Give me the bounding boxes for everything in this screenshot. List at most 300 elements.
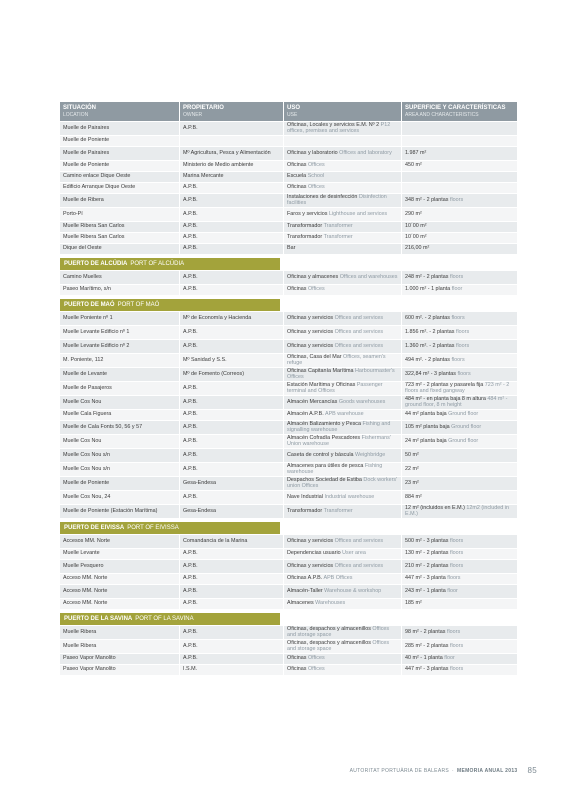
cell-location-text: Muelle de Ribera [63, 196, 104, 203]
cell-owner-text: A.P.B. [183, 550, 198, 557]
cell-owner [180, 285, 284, 295]
table-row [60, 122, 517, 136]
cell-location [60, 449, 180, 462]
cell-use [284, 599, 402, 609]
cell-location [60, 354, 180, 367]
cell-location-text: Muelle Ribera [63, 628, 97, 635]
cell-area-text: 10´00 m² [405, 223, 427, 230]
cell-use-text: Instalaciones de desinfección [287, 193, 358, 200]
cell-location-text: Muelle de Levante [63, 370, 108, 377]
cell-owner [180, 368, 284, 381]
cell-owner [180, 172, 284, 182]
cell-use [284, 368, 402, 381]
cell-area-en: floor [444, 655, 455, 662]
cell-area [402, 549, 517, 559]
table-row [60, 421, 517, 435]
cell-owner [180, 421, 284, 434]
cell-owner-text: A.P.B. [183, 223, 198, 230]
cell-use-text: Oficinas, Locales y servicios E.M. Nº 2 [287, 121, 380, 128]
section-title: PUERTO DE MAÓ [64, 302, 115, 308]
cell-use-text: Nave Industrial [287, 493, 323, 500]
cell-location [60, 549, 180, 559]
cell-location [60, 421, 180, 434]
cell-area-en: Ground floor [448, 437, 479, 444]
cell-area-text: 1.360 m². - 2 plantas [405, 342, 455, 349]
cell-use-en: Offices [307, 162, 325, 169]
cell-location [60, 599, 180, 609]
cell-area [402, 244, 517, 254]
cell-location [60, 585, 180, 598]
cell-location [60, 147, 180, 160]
table-row [60, 505, 517, 519]
cell-use-en: Offices and services [334, 314, 384, 321]
table-row [60, 312, 517, 326]
cell-location-text: Dique del Oeste [63, 245, 102, 252]
table-row [60, 340, 517, 354]
table-row [60, 183, 517, 194]
cell-use-en: Fishermans' Union warehouse [287, 434, 391, 447]
cell-area [402, 233, 517, 243]
section-title-en: PORT OF MAÓ [117, 302, 160, 308]
section-header [60, 613, 280, 625]
table-row [60, 147, 517, 161]
cell-location [60, 463, 180, 476]
cell-location-text: Muelle de Pasajeros [63, 384, 112, 391]
cell-owner [180, 491, 284, 504]
table-row [60, 574, 517, 585]
cell-use-text: Oficinas, Casa del Mar [287, 353, 342, 360]
cell-area [402, 435, 517, 448]
table-row [60, 410, 517, 421]
cell-use-text: Almacenes [287, 600, 314, 607]
cell-location-text: Muelle Levante Edificio nº 1 [63, 328, 130, 335]
table-row [60, 233, 517, 244]
cell-use [284, 312, 402, 325]
cell-area-text: 44 m² planta baja [405, 411, 447, 418]
cell-location-text: Muelle de Pairaires [63, 124, 110, 131]
table-row [60, 161, 517, 172]
cell-location-text: Muelle de Pairaires [63, 149, 110, 156]
table-row [60, 208, 517, 222]
cell-area [402, 477, 517, 490]
cell-area [402, 354, 517, 367]
cell-location [60, 396, 180, 409]
cell-location [60, 161, 180, 171]
section-title: PUERTO DE EIVISSA [64, 525, 125, 531]
cell-area-text: 450 m² [405, 162, 422, 169]
cell-location-text: Muelle de Poniente [63, 479, 110, 486]
cell-area-text: 40 m² - 1 planta [405, 655, 443, 662]
cell-location [60, 233, 180, 243]
cell-area-en: floors [457, 370, 471, 377]
table-row [60, 136, 517, 147]
table-row [60, 549, 517, 560]
cell-use [284, 382, 402, 395]
cell-use [284, 574, 402, 584]
cell-owner-text: A.P.B. [183, 196, 198, 203]
cell-location [60, 491, 180, 504]
cell-area-en: floors [449, 537, 464, 544]
cell-owner-text: A.P.B. [183, 587, 198, 594]
cell-use-text: Caseta de control y báscula [287, 451, 354, 458]
cell-area-text: 22 m² [405, 465, 419, 472]
cell-use [284, 505, 402, 518]
cell-owner [180, 340, 284, 353]
cell-location [60, 122, 180, 135]
cell-use-text: Oficinas y laboratorio [287, 149, 338, 156]
cell-use-text: Oficinas [287, 666, 307, 673]
cell-location-text: Acceso MM. Norte [63, 587, 108, 594]
cell-owner [180, 208, 284, 221]
cell-use [284, 244, 402, 254]
cell-owner [180, 585, 284, 598]
table-body [60, 122, 517, 676]
cell-use-en: Warehouse & workshop [324, 587, 382, 594]
table-row [60, 654, 517, 665]
cell-area [402, 491, 517, 504]
section-title-en: PORT OF ALCÚDIA [130, 261, 185, 267]
cell-use-text: Transformador [287, 223, 323, 230]
cell-use [284, 326, 402, 339]
cell-owner [180, 626, 284, 639]
cell-area-text: 447 m² - 3 plantas [405, 666, 449, 673]
table-row [60, 585, 517, 599]
cell-area [402, 410, 517, 420]
cell-owner [180, 312, 284, 325]
cell-location-text: M. Poniente, 112 [63, 356, 104, 363]
cell-use-text: Oficinas A.P.B. [287, 575, 323, 582]
cell-owner-text: Mº de Fomento (Correos) [183, 370, 244, 377]
cell-owner-text: A.P.B. [183, 273, 198, 280]
table-row [60, 665, 517, 676]
cell-use-text: Bar [287, 245, 296, 252]
cell-owner [180, 574, 284, 584]
cell-area-en: Ground floor [448, 411, 479, 418]
cell-area [402, 535, 517, 548]
cell-use-text: Faros y servicios [287, 210, 328, 217]
table-row [60, 354, 517, 368]
cell-location [60, 654, 180, 664]
cell-area [402, 463, 517, 476]
cell-area [402, 122, 517, 135]
cell-area-en: floors [455, 328, 470, 335]
cell-area-en: floors [451, 314, 465, 321]
cell-owner [180, 122, 284, 135]
cell-area [402, 396, 517, 409]
cell-owner-text: Comandancia de la Marina [183, 537, 248, 544]
cell-location [60, 505, 180, 518]
cell-use-text: Oficinas y servicios [287, 537, 334, 544]
cell-area [402, 312, 517, 325]
cell-area-en: floors [449, 666, 464, 673]
cell-area [402, 183, 517, 193]
cell-owner [180, 354, 284, 367]
cell-location-text: Camino enlace Dique Oeste [63, 173, 131, 180]
cell-owner-text: A.P.B. [183, 575, 198, 582]
cell-use-text: Escuela [287, 173, 307, 180]
cell-location-text: Muelle de Cala Fonts 50, 56 y 57 [63, 423, 143, 430]
cell-use-en: Offices and storage space [287, 625, 390, 638]
cell-use-en: Offices [307, 184, 325, 191]
cell-area-text: 23 m² [405, 479, 419, 486]
cell-area-en: floors [451, 356, 465, 363]
cell-use [284, 421, 402, 434]
section-title: PUERTO DE LA SAVINA [64, 616, 133, 622]
cell-location [60, 183, 180, 193]
cell-location [60, 222, 180, 232]
cell-owner [180, 161, 284, 171]
cell-location-text: Muelle de Poniente [63, 137, 110, 144]
cell-location [60, 244, 180, 254]
cell-owner-text: A.P.B. [183, 124, 198, 131]
cell-use [284, 626, 402, 639]
cell-use-en: Offices and services [334, 328, 384, 335]
cell-location-text: Porto-Pí [63, 210, 83, 217]
cell-area-text: 285 m² - 2 plantas [405, 642, 449, 649]
cell-owner [180, 665, 284, 675]
cell-use-en: Offices and services [334, 537, 384, 544]
table-row [60, 535, 517, 549]
cell-use [284, 233, 402, 243]
cell-location [60, 435, 180, 448]
cell-use-text: Almacenes para útiles de pesca [287, 462, 364, 469]
cell-owner-text: A.P.B. [183, 465, 198, 472]
cell-use [284, 585, 402, 598]
cell-owner-text: Mº Sanidad y S.S. [183, 356, 227, 363]
table-row [60, 222, 517, 233]
cell-location [60, 626, 180, 639]
cell-owner [180, 477, 284, 490]
cell-area-text: 50 m² [405, 451, 419, 458]
table-row [60, 285, 517, 296]
cell-use-en: Lighthouse and services [328, 210, 388, 217]
cell-area-en: floors [449, 196, 464, 203]
cell-area [402, 665, 517, 675]
cell-location-text: Paseo Marítimo, s/n [63, 286, 111, 293]
table-row [60, 491, 517, 505]
section-header [60, 299, 280, 311]
cell-area [402, 368, 517, 381]
cell-area [402, 599, 517, 609]
cell-use-en: Transformer [323, 507, 353, 514]
cell-area [402, 585, 517, 598]
cell-location [60, 312, 180, 325]
cell-owner-text: A.P.B. [183, 342, 198, 349]
cell-area [402, 172, 517, 182]
cell-use [284, 208, 402, 221]
cell-use-en: P12 offices, premises and services [287, 121, 391, 134]
cell-location [60, 271, 180, 284]
cell-use [284, 549, 402, 559]
cell-use-en: Transformer [323, 223, 353, 230]
table-row [60, 640, 517, 654]
cell-location-text: Muelle Cala Figuera [63, 411, 112, 418]
cell-owner [180, 449, 284, 462]
cell-use-text: Almacén A.P.B. [287, 411, 324, 418]
cell-location-text: Paseo Vapor Manolito [63, 655, 116, 662]
cell-location-text: Muelle Cos Nou [63, 398, 102, 405]
cell-area [402, 654, 517, 664]
header-use: USO USE [284, 102, 402, 121]
cell-use-text: Oficinas y servicios [287, 314, 334, 321]
cell-use [284, 161, 402, 171]
cell-use-en: User area [342, 550, 366, 557]
table-row [60, 271, 517, 285]
cell-area-en: floors [449, 550, 464, 557]
cell-use-en: Warehouses [315, 600, 346, 607]
cell-owner-text: A.P.B. [183, 411, 198, 418]
cell-use-en: Weighbridge [355, 451, 386, 458]
cell-area-en: 12m2 (included in E.M.) [405, 504, 509, 517]
cell-owner-text: Ministerio de Medio ambiente [183, 162, 254, 169]
cell-use-en: Offices and warehouses [339, 273, 398, 280]
cell-location-text: Muelle Cos Nou s/n [63, 465, 111, 472]
cell-use [284, 222, 402, 232]
cell-area [402, 161, 517, 171]
cell-area-text: 248 m² - 2 plantas [405, 273, 449, 280]
cell-owner [180, 435, 284, 448]
cell-location-text: Muelle Ribera San Carlos [63, 234, 125, 241]
cell-use-text: Oficinas y almacenes [287, 273, 339, 280]
cell-owner-text: A.P.B. [183, 628, 198, 635]
cell-location [60, 136, 180, 146]
cell-area-text: 348 m² - 2 plantas [405, 196, 449, 203]
cell-use-text: Oficinas, despachos y almacenillos [287, 639, 371, 646]
cell-use [284, 640, 402, 653]
cell-area-en: floor [447, 587, 458, 594]
cell-use [284, 396, 402, 409]
cell-location-text: Muelle de Poniente [63, 162, 110, 169]
cell-location-text: Muelle Ribera [63, 642, 97, 649]
cell-owner-text: A.P.B. [183, 184, 198, 191]
cell-area [402, 421, 517, 434]
cell-area-text: 600 m². - 2 plantas [405, 314, 450, 321]
cell-owner [180, 136, 284, 146]
cell-use-text: Oficinas, despachos y almacenillos [287, 625, 371, 632]
page-number: 85 [527, 766, 537, 775]
table-row [60, 368, 517, 382]
table-row [60, 599, 517, 610]
cell-area-text: 210 m² - 2 plantas [405, 562, 449, 569]
cell-owner-text: A.P.B. [183, 286, 198, 293]
cell-owner-text: Gesa-Endesa [183, 507, 216, 514]
footer-sep: · [452, 767, 454, 774]
cell-use-text: Transformador [287, 507, 323, 514]
cell-area-en: floors [446, 628, 461, 635]
header-location: SITUACIÓN LOCATION [60, 102, 180, 121]
cell-area-text: 494 m². - 2 plantas [405, 356, 450, 363]
cell-owner [180, 599, 284, 609]
cell-location-text: Paseo Vapor Manolito [63, 666, 116, 673]
cell-location-text: Muelle Poniente nº 1 [63, 314, 113, 321]
cell-use-text: Almacén Mercancías [287, 398, 338, 405]
cell-area-text: 24 m² planta baja [405, 437, 447, 444]
table-header [60, 102, 517, 122]
cell-use [284, 136, 402, 146]
cell-use [284, 477, 402, 490]
cell-area-text: 105 m² planta baja [405, 423, 450, 430]
cell-owner [180, 640, 284, 653]
cell-use [284, 449, 402, 462]
cell-owner-text: Mº de Economía y Hacienda [183, 314, 252, 321]
cell-use-text: Oficinas [287, 655, 307, 662]
cell-owner-text: A.P.B. [183, 234, 198, 241]
cell-use-en: Offices [307, 286, 325, 293]
cell-use-text: Despachos Sociedad de Estiba [287, 476, 362, 483]
cell-area-text: 447 m² - 3 planta [405, 575, 446, 582]
table-row [60, 463, 517, 477]
cell-use-text: Oficinas [287, 286, 307, 293]
cell-area [402, 271, 517, 284]
cell-area [402, 208, 517, 221]
cell-owner [180, 654, 284, 664]
cell-area [402, 222, 517, 232]
cell-area-text: 484 m² - en planta baja 8 m altura [405, 395, 486, 402]
cell-area [402, 505, 517, 518]
cell-location-text: Muelle Cos Nou [63, 437, 102, 444]
cell-location-text: Acceso MM. Norte [63, 600, 108, 607]
page-footer [60, 766, 537, 775]
cell-use [284, 560, 402, 573]
cell-use [284, 122, 402, 135]
cell-use-text: Oficinas y servicios [287, 328, 334, 335]
cell-use-en: Offices [307, 655, 325, 662]
cell-use-en: Offices, seamen's refuge [287, 353, 386, 366]
cell-area-en: floor [451, 286, 463, 293]
section-header [60, 522, 280, 534]
cell-use-text: Oficinas [287, 162, 307, 169]
cell-use [284, 354, 402, 367]
cell-use-en: Goods warehouses [338, 398, 386, 405]
cell-use [284, 665, 402, 675]
cell-area [402, 449, 517, 462]
cell-owner [180, 233, 284, 243]
cell-use-text: Oficinas y servicios [287, 562, 334, 569]
table-row [60, 626, 517, 640]
section-title-en: PORT OF EIVISSA [127, 525, 179, 531]
table-row [60, 560, 517, 574]
cell-location [60, 340, 180, 353]
cell-use-text: Transformador [287, 234, 323, 241]
cell-area-en: floors [455, 342, 470, 349]
cell-area-text: 1.000 m² - 1 planta [405, 286, 451, 293]
cell-owner [180, 410, 284, 420]
cell-location [60, 560, 180, 573]
table-row [60, 477, 517, 491]
cell-location-text: Muelle Pesquero [63, 562, 104, 569]
cell-use-text: Almacén-Taller [287, 587, 323, 594]
cell-owner [180, 396, 284, 409]
cell-owner-text: A.P.B. [183, 655, 198, 662]
cell-area-text: 130 m² - 2 plantas [405, 550, 449, 557]
cell-use-text: Estación Marítima y Oficinas [287, 381, 356, 388]
cell-location-text: Muelle Cos Nou s/n [63, 451, 111, 458]
cell-area-text: 322,84 m² - 3 plantas [405, 370, 456, 377]
table-row [60, 435, 517, 449]
section-title: PUERTO DE ALCÚDIA [64, 261, 128, 267]
cell-location [60, 574, 180, 584]
cell-use-text: Almacén Cofradía Pescadores [287, 434, 361, 441]
cell-use [284, 463, 402, 476]
cell-area-text: 243 m² - 1 planta [405, 587, 446, 594]
cell-use-en: Offices [307, 666, 325, 673]
cell-owner [180, 463, 284, 476]
cell-use [284, 435, 402, 448]
cell-area-text: 1.856 m². - 2 plantas [405, 328, 455, 335]
cell-owner [180, 535, 284, 548]
cell-owner [180, 382, 284, 395]
cell-owner-text: A.P.B. [183, 423, 198, 430]
